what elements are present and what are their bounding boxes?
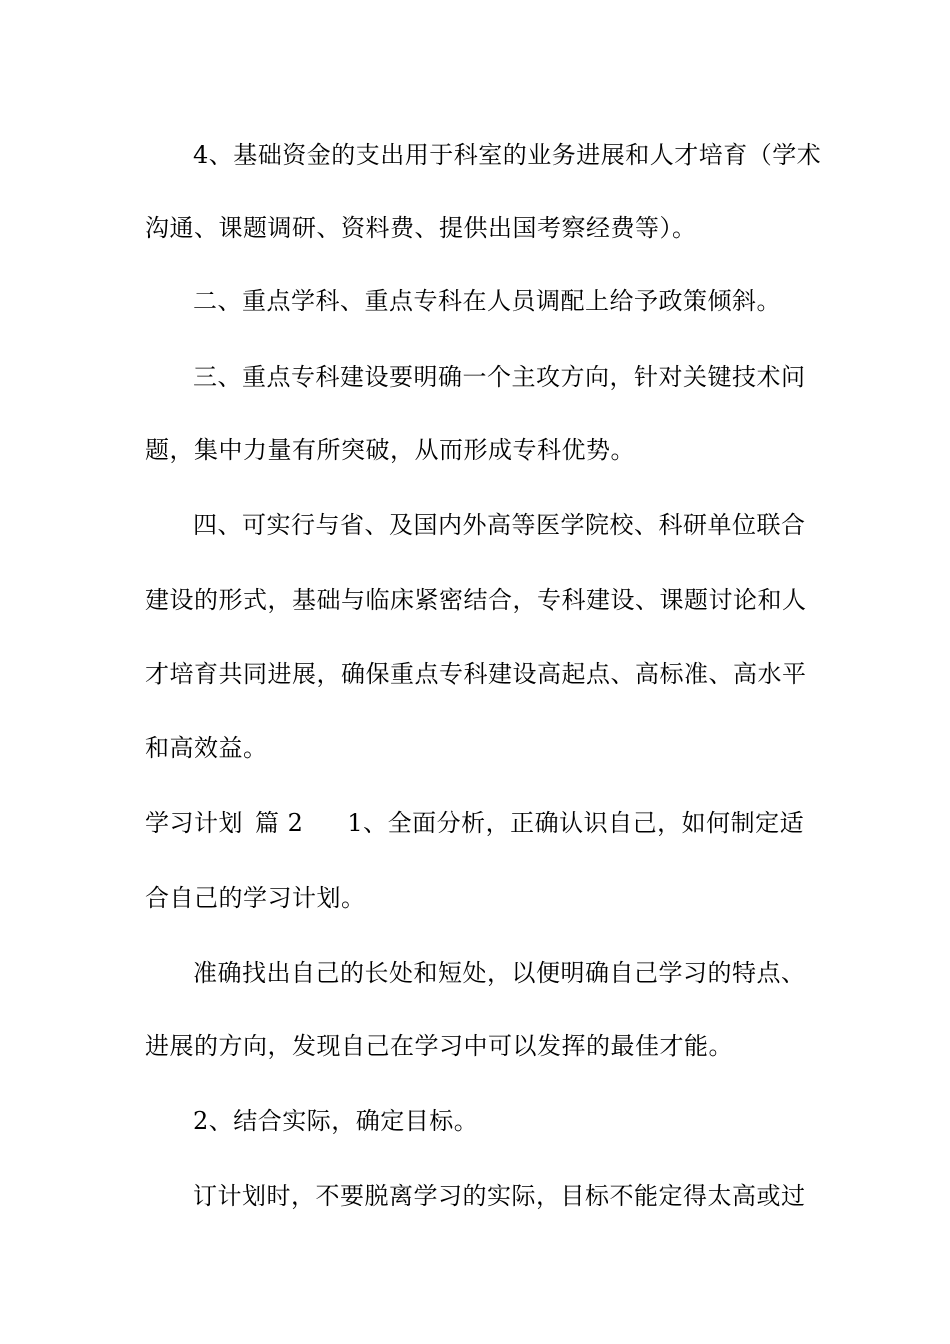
paragraph-line: 4、基础资金的支出用于科室的业务进展和人才培育（学术 <box>193 141 822 169</box>
paragraph-line: 题，集中力量有所突破，从而形成专科优势。 <box>145 436 635 464</box>
paragraph-line: 订计划时，不要脱离学习的实际，目标不能定得太高或过 <box>193 1182 806 1210</box>
section-first-text: 1、全面分析，正确认识自己，如何制定适 <box>347 809 805 837</box>
paragraph-line: 准确找出自己的长处和短处，以便明确自己学习的特点、 <box>193 959 806 987</box>
section-part-number: 篇 2 <box>255 809 304 837</box>
paragraph-line: 合自己的学习计划。 <box>145 884 366 912</box>
paragraph-line: 才培育共同进展，确保重点专科建设高起点、高标准、高水平 <box>145 660 807 688</box>
paragraph-line: 二、重点学科、重点专科在人员调配上给予政策倾斜。 <box>193 287 781 315</box>
paragraph-line: 建设的形式，基础与临床紧密结合，专科建设、课题讨论和人 <box>145 586 807 614</box>
section-title: 学习计划 <box>145 809 243 837</box>
section-heading-line <box>145 808 810 838</box>
paragraph-line: 2、结合实际，确定目标。 <box>193 1107 479 1135</box>
paragraph-line: 三、重点专科建设要明确一个主攻方向，针对关键技术问 <box>193 363 806 391</box>
paragraph-line: 沟通、课题调研、资料费、提供出国考察经费等）。 <box>145 214 697 242</box>
paragraph-line: 和高效益。 <box>145 734 268 762</box>
paragraph-line: 四、可实行与省、及国内外高等医学院校、科研单位联合 <box>193 511 806 539</box>
paragraph-line: 进展的方向，发现自己在学习中可以发挥的最佳才能。 <box>145 1032 733 1060</box>
